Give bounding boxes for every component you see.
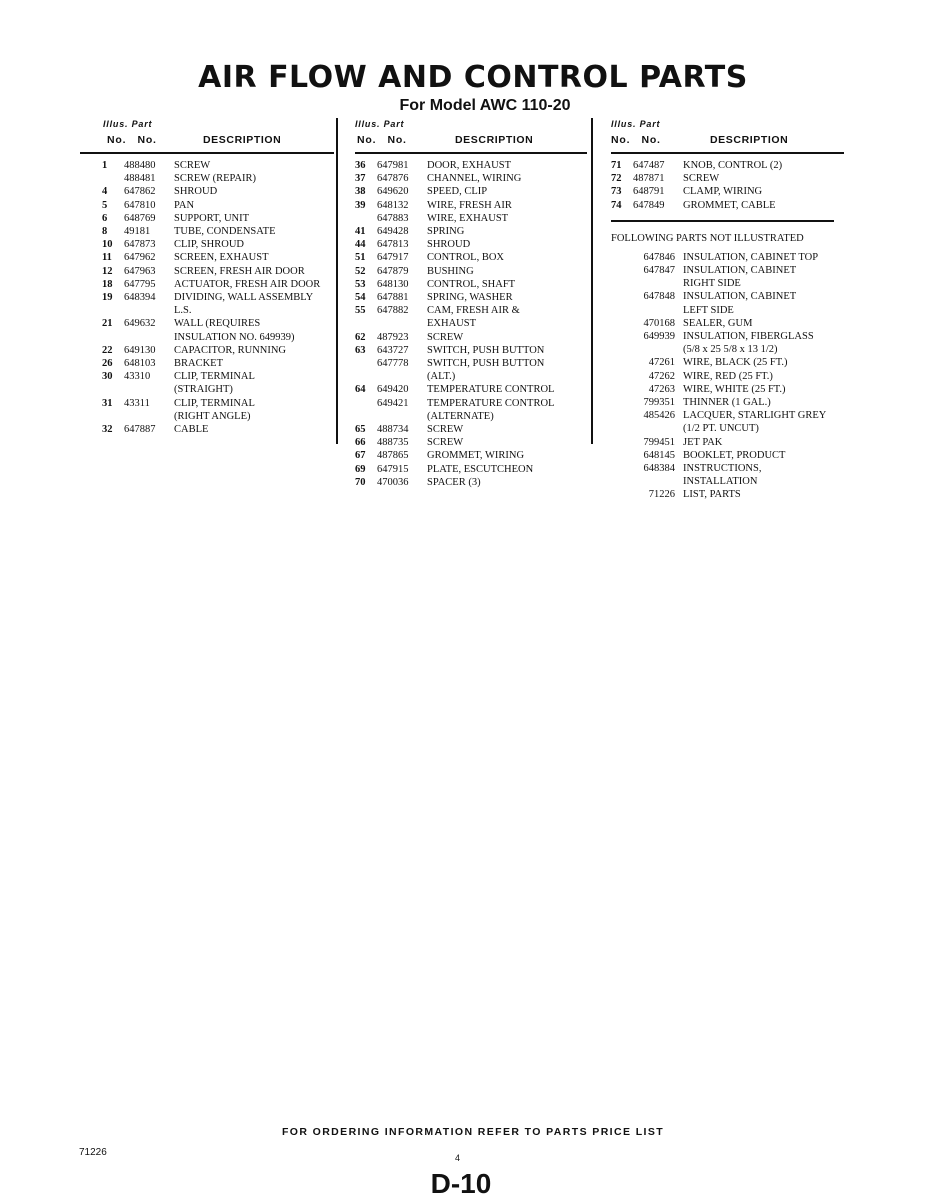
illus-number: 55 — [355, 305, 366, 317]
illus-number: 8 — [102, 226, 108, 238]
table-row — [355, 449, 587, 462]
table-row — [355, 463, 587, 476]
part-number: 648130 — [377, 278, 409, 290]
part-description: CLAMP, WIRING — [683, 186, 763, 198]
part-description: THINNER (1 GAL.) — [683, 397, 771, 409]
part-description: BOOKLET, PRODUCT — [683, 449, 786, 461]
illus-number: 65 — [355, 424, 366, 436]
illus-number — [102, 172, 124, 185]
not-illustrated-list — [611, 251, 844, 502]
part-description: CAPACITOR, RUNNING — [174, 344, 287, 356]
part-number: 488735 — [377, 437, 409, 449]
part-number: 47261 — [648, 357, 675, 369]
part-number: 799451 — [643, 436, 675, 448]
table-row — [611, 159, 844, 172]
part-number: 488481 — [124, 173, 156, 185]
part-number: 647487 — [633, 160, 665, 171]
part-description: CONTROL, SHAFT — [427, 278, 516, 290]
illus-number: 64 — [355, 384, 366, 396]
part-description: LIST, PARTS — [683, 489, 741, 501]
table-row — [611, 356, 844, 369]
part-number: 470168 — [643, 317, 675, 329]
parts-column-1 — [80, 118, 334, 436]
part-number: 649620 — [377, 186, 409, 198]
illus-number: 51 — [355, 252, 366, 264]
part-description: INSTRUCTIONS, INSTALLATION — [683, 463, 762, 488]
table-row — [355, 265, 587, 278]
part-description: SCREW — [427, 331, 464, 343]
illus-number: 38 — [355, 186, 366, 198]
header-no-no: No. No. — [357, 134, 407, 146]
header-illus-part: Illus. Part — [611, 119, 661, 129]
part-number: 71226 — [648, 489, 675, 501]
part-description: DIVIDING, WALL ASSEMBLY L.S. — [174, 292, 314, 317]
part-description: SPRING, WASHER — [427, 292, 513, 304]
part-number: 470036 — [377, 476, 409, 488]
part-description: SCREW — [427, 437, 464, 449]
illus-number: 4 — [102, 186, 108, 198]
header-description: DESCRIPTION — [203, 134, 282, 146]
page-title: AIR FLOW AND CONTROL PARTS — [198, 60, 748, 95]
header-description: DESCRIPTION — [710, 134, 789, 146]
part-description: SWITCH, PUSH BUTTON (ALT.) — [427, 358, 545, 383]
table-row — [102, 225, 334, 238]
part-description: SCREW — [174, 160, 211, 171]
part-number: 648394 — [124, 292, 156, 304]
illus-number: 26 — [102, 358, 113, 370]
table-row — [102, 291, 334, 317]
part-number: 647881 — [377, 292, 409, 304]
illus-number: 70 — [355, 476, 366, 488]
part-number: 647847 — [643, 265, 675, 277]
part-description: SHROUD — [174, 186, 218, 198]
page-subtitle: For Model AWC 110-20 — [399, 97, 571, 114]
part-number: 487865 — [377, 450, 409, 462]
section-divider — [611, 220, 834, 222]
part-description: PAN — [174, 199, 195, 211]
illus-number: 66 — [355, 437, 366, 449]
table-row — [102, 357, 334, 370]
illus-number: 12 — [102, 265, 113, 277]
part-description: SEALER, GUM — [683, 317, 753, 329]
part-number: 647963 — [124, 265, 156, 277]
part-number: 647876 — [377, 173, 409, 185]
part-description: WIRE, FRESH AIR — [427, 199, 512, 211]
table-row — [355, 251, 587, 264]
header-illus-part: Illus. Part — [355, 119, 405, 129]
table-row — [102, 238, 334, 251]
part-description: SHROUD — [427, 239, 471, 251]
table-row — [355, 291, 587, 304]
table-row — [611, 251, 844, 264]
part-number: 49181 — [124, 226, 151, 238]
table-row — [611, 370, 844, 383]
parts-list — [80, 154, 334, 436]
table-row — [102, 199, 334, 212]
part-number: 648132 — [377, 199, 409, 211]
table-row — [102, 251, 334, 264]
ordering-note: FOR ORDERING INFORMATION REFER TO PARTS PRICE LIST — [281, 1126, 665, 1138]
part-number: 647981 — [377, 160, 409, 171]
illus-number: 19 — [102, 292, 113, 304]
part-description: SPRING — [427, 226, 465, 238]
illus-number: 73 — [611, 186, 622, 198]
column-header — [80, 118, 334, 154]
table-row — [102, 185, 334, 198]
part-description: CONTROL, BOX — [427, 252, 505, 264]
part-description: SPEED, CLIP — [427, 186, 488, 198]
part-description: ACTUATOR, FRESH AIR DOOR — [174, 278, 321, 290]
illus-number: 67 — [355, 450, 366, 462]
table-row — [102, 265, 334, 278]
part-number: 647848 — [643, 291, 675, 303]
part-number: 649421 — [377, 397, 409, 409]
illus-number: 5 — [102, 199, 108, 211]
table-row — [355, 278, 587, 291]
part-number: 43310 — [124, 371, 151, 383]
parts-list — [611, 154, 844, 212]
part-number: 647849 — [633, 199, 665, 211]
table-row — [611, 290, 844, 316]
part-number: 47262 — [648, 370, 675, 382]
part-number: 647887 — [124, 424, 156, 436]
illus-number: 32 — [102, 424, 113, 436]
table-row — [102, 278, 334, 291]
table-row — [355, 383, 587, 396]
part-number: 488734 — [377, 424, 409, 436]
header-no-no: No. No. — [611, 134, 661, 146]
illus-number: 69 — [355, 463, 366, 475]
illus-number: 22 — [102, 344, 113, 356]
illus-number: 11 — [102, 252, 112, 264]
table-row — [102, 344, 334, 357]
illus-number: 37 — [355, 173, 366, 185]
table-row — [611, 185, 844, 198]
part-number: 647813 — [377, 239, 409, 251]
table-row — [355, 397, 587, 423]
part-number: 43311 — [124, 397, 150, 409]
part-number: 649420 — [377, 384, 409, 396]
part-description: TEMPERATURE CONTROL (ALTERNATE) — [427, 397, 555, 422]
part-number: 647846 — [643, 251, 675, 263]
table-row — [611, 383, 844, 396]
part-number: 647917 — [377, 252, 409, 264]
part-description: SCREW (REPAIR) — [174, 173, 256, 185]
part-description: SCREW — [683, 173, 720, 185]
part-description: CHANNEL, WIRING — [427, 173, 522, 185]
column-divider — [591, 118, 593, 444]
part-number: 647778 — [377, 358, 409, 370]
part-number: 647810 — [124, 199, 156, 211]
table-row — [355, 331, 587, 344]
parts-column-3 — [611, 118, 844, 502]
illus-number — [355, 397, 377, 423]
part-number: 647883 — [377, 212, 409, 224]
table-row — [102, 423, 334, 436]
parts-column-2 — [355, 118, 587, 489]
document-code: 71226 — [79, 1147, 107, 1158]
table-row — [355, 172, 587, 185]
table-row — [355, 185, 587, 198]
table-row — [611, 449, 844, 462]
header-illus-part: Illus. Part — [103, 119, 153, 129]
table-row — [355, 304, 587, 330]
part-description: CAM, FRESH AIR & EXHAUST — [427, 305, 520, 330]
table-row — [355, 199, 587, 212]
part-description: CABLE — [174, 424, 209, 436]
part-number: 647915 — [377, 463, 409, 475]
part-description: CLIP, SHROUD — [174, 239, 245, 251]
illus-number: 21 — [102, 318, 113, 330]
part-number: 649428 — [377, 226, 409, 238]
table-row — [102, 370, 334, 396]
part-number: 648103 — [124, 358, 156, 370]
part-number: 487871 — [633, 173, 665, 185]
table-row — [611, 172, 844, 185]
illus-number: 6 — [102, 212, 108, 224]
table-row — [355, 476, 587, 489]
table-row — [611, 199, 844, 212]
part-number: 485426 — [643, 410, 675, 422]
illus-number: 18 — [102, 278, 113, 290]
table-row — [355, 238, 587, 251]
part-description: SPACER (3) — [427, 476, 481, 488]
parts-list — [355, 154, 587, 489]
part-description: WALL (REQUIRES INSULATION NO. 649939) — [174, 318, 295, 343]
part-description: WIRE, RED (25 FT.) — [683, 370, 773, 382]
part-description: CLIP, TERMINAL (RIGHT ANGLE) — [174, 397, 255, 422]
illus-number: 72 — [611, 173, 622, 185]
part-number: 647873 — [124, 239, 156, 251]
part-description: JET PAK — [683, 436, 723, 448]
table-row — [355, 344, 587, 357]
table-row — [611, 317, 844, 330]
column-header — [355, 118, 587, 154]
part-description: INSULATION, CABINET TOP — [683, 251, 819, 263]
table-row — [102, 172, 334, 185]
part-description: DOOR, EXHAUST — [427, 160, 511, 171]
part-description: INSULATION, FIBERGLASS (5/8 x 25 5/8 x 13 1/2) — [683, 331, 814, 356]
table-row — [611, 488, 844, 501]
part-number: 487923 — [377, 331, 409, 343]
illus-number: 36 — [355, 160, 366, 171]
part-number: 649130 — [124, 344, 156, 356]
table-row — [355, 436, 587, 449]
part-number: 488480 — [124, 160, 156, 171]
page-code: D-10 — [430, 1168, 492, 1199]
table-row — [611, 330, 844, 356]
illus-number: 52 — [355, 265, 366, 277]
illus-number: 39 — [355, 199, 366, 211]
illus-number: 1 — [102, 160, 108, 171]
page-number: 4 — [455, 1153, 461, 1163]
part-description: GROMMET, CABLE — [683, 199, 776, 211]
illus-number: 62 — [355, 331, 366, 343]
table-row — [102, 159, 334, 172]
illus-number: 63 — [355, 344, 366, 356]
illus-number: 71 — [611, 160, 622, 171]
table-row — [355, 423, 587, 436]
illus-number — [355, 357, 377, 383]
part-description: LACQUER, STARLIGHT GREY (1/2 PT. UNCUT) — [683, 410, 827, 435]
part-description: INSULATION, CABINET LEFT SIDE — [683, 291, 797, 316]
part-description: TUBE, CONDENSATE — [174, 226, 276, 238]
part-number: 643727 — [377, 344, 409, 356]
illus-number: 74 — [611, 199, 622, 211]
part-number: 649632 — [124, 318, 156, 330]
part-number: 648384 — [643, 463, 675, 475]
part-number: 648791 — [633, 186, 665, 198]
header-description: DESCRIPTION — [455, 134, 534, 146]
part-description: BUSHING — [427, 265, 474, 277]
part-description: WIRE, EXHAUST — [427, 212, 509, 224]
part-description: SCREEN, FRESH AIR DOOR — [174, 265, 305, 277]
table-row — [355, 357, 587, 383]
header-no-no: No. No. — [107, 134, 157, 146]
illus-number — [355, 212, 377, 225]
illus-number: 54 — [355, 292, 366, 304]
part-number: 647962 — [124, 252, 156, 264]
table-row — [102, 212, 334, 225]
table-row — [102, 397, 334, 423]
table-row — [102, 317, 334, 343]
part-number: 648769 — [124, 212, 156, 224]
table-row — [355, 159, 587, 172]
illus-number: 41 — [355, 226, 366, 238]
column-header — [611, 118, 844, 154]
part-number: 799351 — [643, 397, 675, 409]
part-number: 647862 — [124, 186, 156, 198]
part-number: 647795 — [124, 278, 156, 290]
table-row — [611, 264, 844, 290]
table-row — [611, 436, 844, 449]
column-divider — [336, 118, 338, 444]
part-description: GROMMET, WIRING — [427, 450, 525, 462]
part-description: INSULATION, CABINET RIGHT SIDE — [683, 265, 797, 290]
part-description: SCREW — [427, 424, 464, 436]
part-description: KNOB, CONTROL (2) — [683, 160, 783, 171]
table-row — [611, 409, 844, 435]
part-number: 647882 — [377, 305, 409, 317]
table-row — [355, 225, 587, 238]
part-number: 47263 — [648, 383, 675, 395]
part-number: 649939 — [643, 331, 675, 343]
part-description: SCREEN, EXHAUST — [174, 252, 269, 264]
illus-number: 31 — [102, 397, 113, 409]
part-description: CLIP, TERMINAL (STRAIGHT) — [174, 371, 255, 396]
part-description: PLATE, ESCUTCHEON — [427, 463, 534, 475]
illus-number: 53 — [355, 278, 366, 290]
part-description: BRACKET — [174, 358, 224, 370]
illus-number: 10 — [102, 239, 113, 251]
part-description: WIRE, BLACK (25 FT.) — [683, 357, 788, 369]
part-description: SUPPORT, UNIT — [174, 212, 250, 224]
illus-number: 30 — [102, 371, 113, 383]
table-row — [611, 462, 844, 488]
part-number: 647879 — [377, 265, 409, 277]
part-description: WIRE, WHITE (25 FT.) — [683, 383, 786, 395]
not-illustrated-title: FOLLOWING PARTS NOT ILLUSTRATED — [611, 232, 804, 244]
part-description: TEMPERATURE CONTROL — [427, 384, 555, 396]
part-number: 648145 — [643, 449, 675, 461]
illus-number: 44 — [355, 239, 366, 251]
table-row — [611, 396, 844, 409]
part-description: SWITCH, PUSH BUTTON — [427, 344, 545, 356]
table-row — [355, 212, 587, 225]
